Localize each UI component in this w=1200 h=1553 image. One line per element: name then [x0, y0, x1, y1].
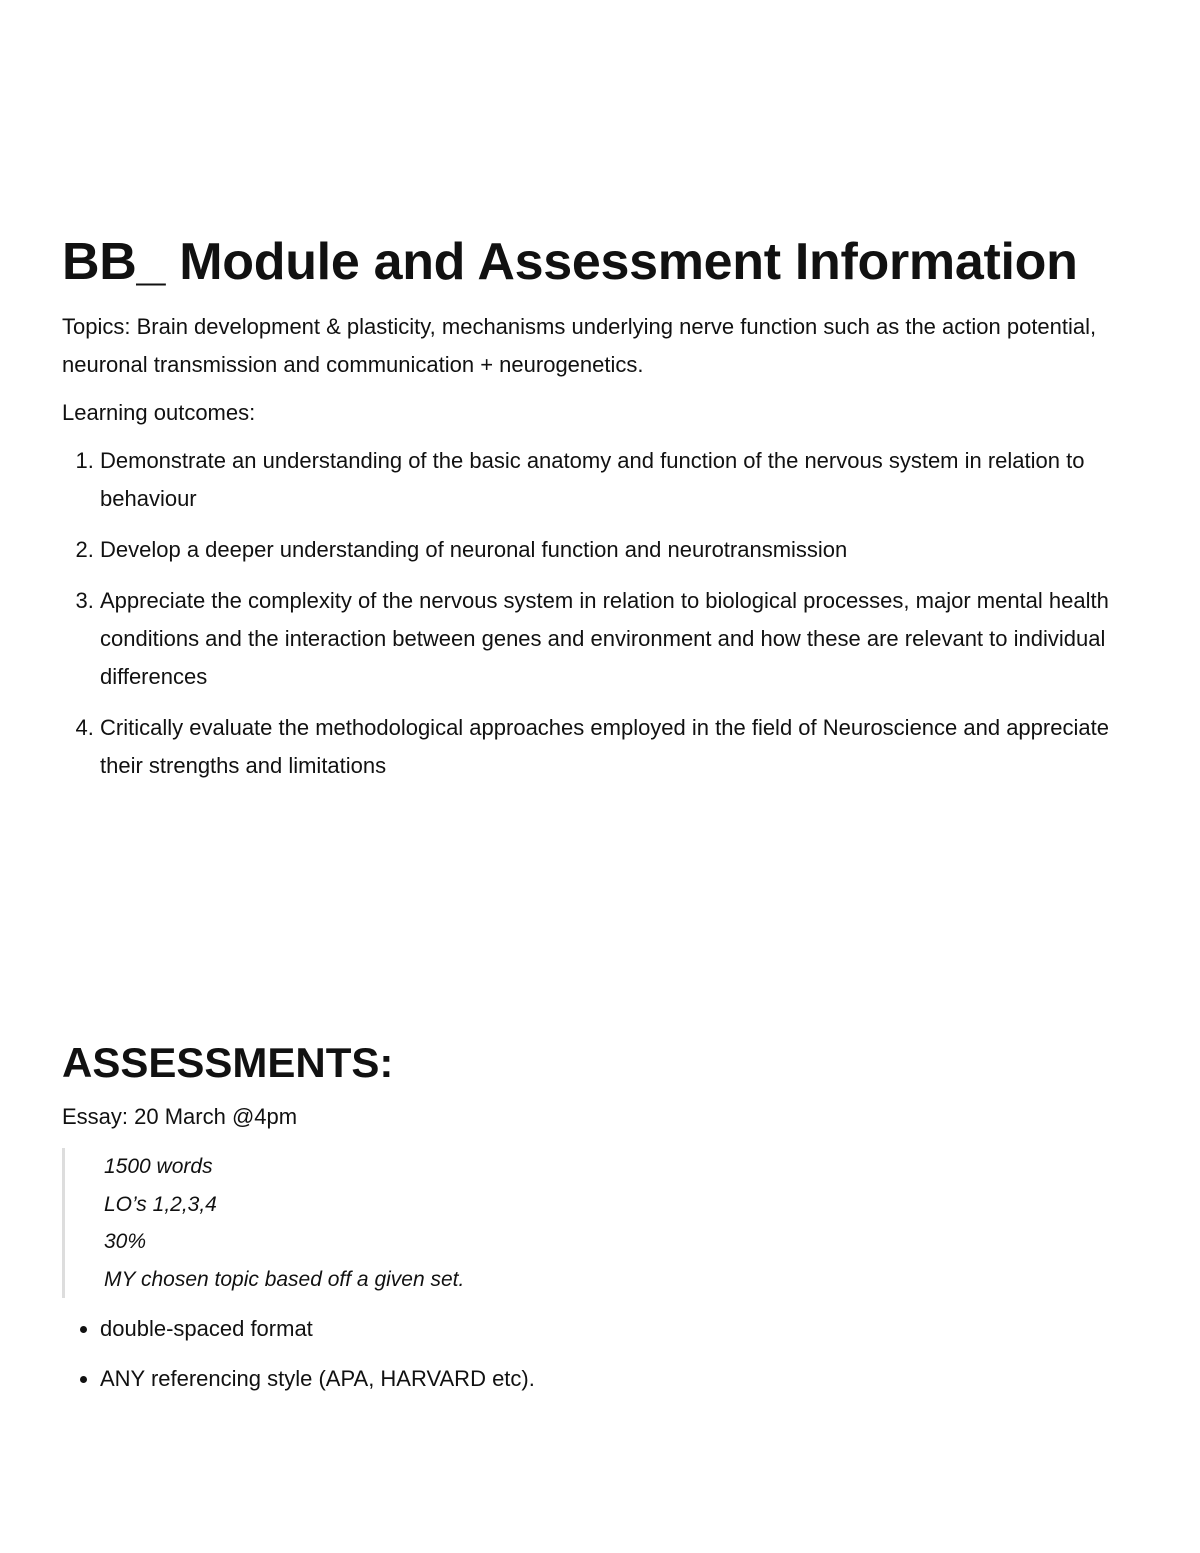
requirement-item: • double-spaced format: [100, 1310, 1122, 1348]
assessments-heading: ASSESSMENTS:: [62, 1039, 394, 1086]
learning-outcome-item: 2. Develop a deeper understanding of neuronal function and neurotransmission: [100, 531, 1122, 569]
topics-paragraph: Topics: Brain development & plasticity, mechanisms underlying nerve function such as the action potential, neuronal transmission and communication + neurogenetics.: [62, 314, 1097, 377]
learning-outcomes-label: Learning outcomes:: [62, 400, 256, 425]
page-title: BB_ Module and Assessment Information: [62, 233, 1078, 291]
requirement-item: • ANY referencing style (APA, HARVARD etc).: [100, 1360, 1122, 1398]
essay-requirements-list: [62, 1310, 1122, 1398]
essay-detail-line: LO’s 1,2,3,4: [104, 1192, 217, 1216]
assessments-section: [62, 1038, 1122, 1410]
essay-detail-line: MY chosen topic based off a given set.: [104, 1267, 465, 1291]
module-info-section: [62, 232, 1122, 798]
learning-outcome-item: 3. Appreciate the complexity of the nervous system in relation to biological processes, major mental health conditions and the interaction between genes and environment and how these are relevant to individual differences: [100, 582, 1122, 696]
essay-details-quote: [62, 1148, 1122, 1298]
learning-outcomes-list: [62, 442, 1122, 785]
essay-detail-line: 30%: [104, 1230, 147, 1253]
learning-outcome-item: 4. Critically evaluate the methodological approaches employed in the field of Neuroscience and appreciate their strengths and limitations: [100, 709, 1122, 785]
essay-detail-line: 1500 words: [104, 1155, 213, 1178]
learning-outcome-item: 1. Demonstrate an understanding of the basic anatomy and function of the nervous system in relation to behaviour: [100, 442, 1122, 518]
essay-deadline: Essay: 20 March @4pm: [62, 1104, 298, 1129]
